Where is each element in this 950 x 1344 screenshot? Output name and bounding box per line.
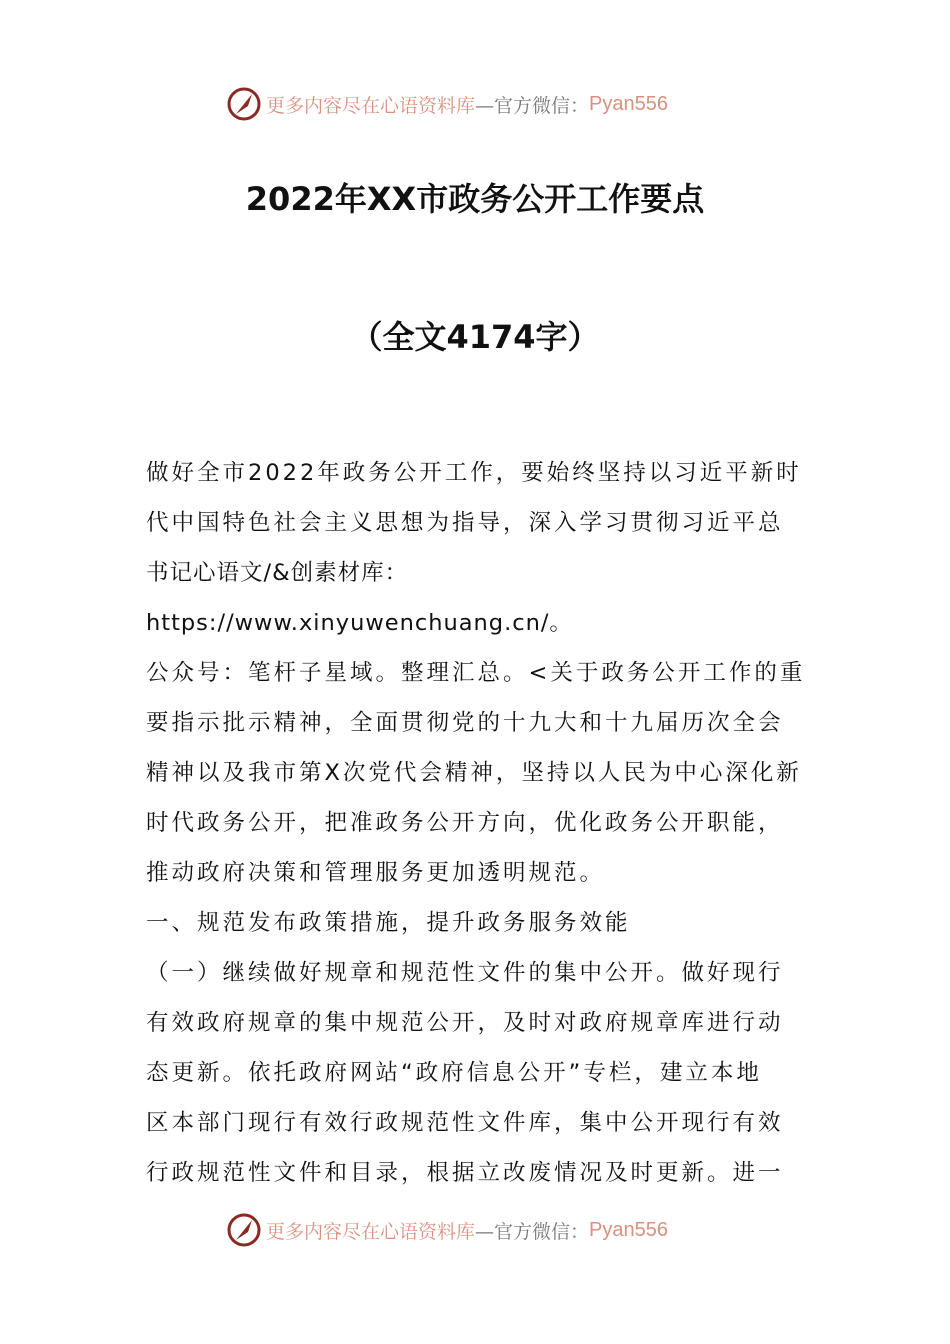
body-line: 精神以及我市第X次党代会精神，坚持以人民为中心深化新	[146, 760, 802, 786]
quill-logo-icon	[226, 1212, 262, 1248]
body-line: 行政规范性文件和目录，根据立改废情况及时更新。进一	[146, 1160, 784, 1186]
body-line: 公众号：笔杆子星域。整理汇总。<关于政务公开工作的重	[146, 660, 806, 686]
banner-wechat-label: —官方微信：	[475, 94, 590, 117]
document-body	[146, 448, 806, 1198]
banner-wechat-label: —官方微信：	[475, 1220, 590, 1243]
quill-logo-icon	[226, 86, 262, 122]
body-line: 做好全市2022年政务公开工作，要始终坚持以习近平新时	[146, 460, 802, 486]
document-subtitle: （全文4174字）	[350, 318, 600, 356]
body-line: 态更新。依托政府网站“政府信息公开”专栏，建立本地	[146, 1060, 762, 1086]
body-line: （一）继续做好规章和规范性文件的集中公开。做好现行	[146, 960, 784, 986]
banner-wechat-id: Pyan556	[589, 92, 668, 115]
banner-text: 更多内容尽在心语资料库	[266, 1220, 476, 1243]
document-title: 2022年XX市政务公开工作要点	[245, 180, 705, 218]
body-line: 要指示批示精神，全面贯彻党的十九大和十九届历次全会	[146, 710, 784, 736]
banner-text: 更多内容尽在心语资料库	[266, 94, 476, 117]
body-line: 代中国特色社会主义思想为指导，深入学习贯彻习近平总	[146, 510, 784, 536]
section-heading: 一、规范发布政策措施，提升政务服务效能	[146, 910, 631, 936]
body-line: 推动政府决策和管理服务更加透明规范。	[146, 860, 606, 886]
header-banner	[226, 84, 668, 124]
body-line: 有效政府规章的集中规范公开，及时对政府规章库进行动	[146, 1010, 784, 1036]
banner-wechat-id: Pyan556	[589, 1218, 668, 1241]
body-line: 书记心语文/&创素材库：https://www.xinyuwenchuang.cn/。	[146, 560, 573, 636]
body-line: 区本部门现行有效行政规范性文件库，集中公开现行有效	[146, 1110, 784, 1136]
body-line: 时代政务公开，把准政务公开方向，优化政务公开职能，	[146, 810, 784, 836]
footer-banner	[226, 1210, 668, 1250]
